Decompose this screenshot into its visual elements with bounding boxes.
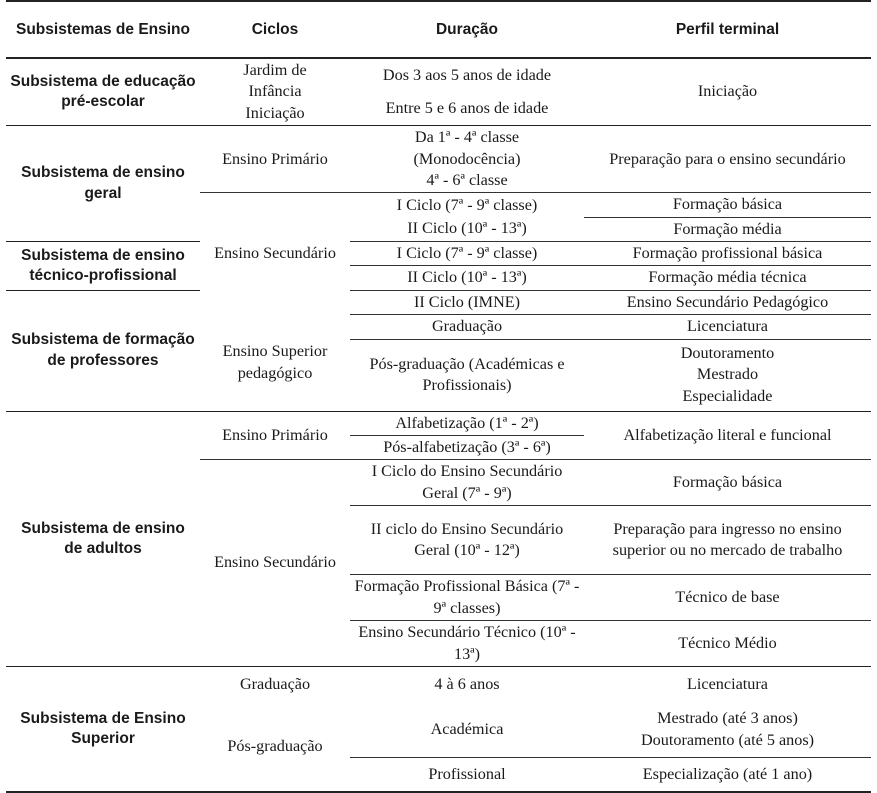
- header-profile: Perfil terminal: [584, 1, 871, 58]
- profile-adultos-fp: Técnico de base: [584, 575, 871, 621]
- duration-superior-academica: Académica: [430, 720, 504, 739]
- duration-alfabetizacao: Alfabetização (1ª - 2ª): [350, 411, 584, 435]
- table-row: [6, 290, 871, 314]
- table-row: [6, 126, 871, 193]
- profile-adultos-ciclo1: Formação básica: [584, 460, 871, 506]
- education-system-table-container: [6, 0, 871, 783]
- duration-superior-graduacao: 4 à 6 anos: [350, 667, 584, 703]
- duration-pos-alfabetizacao: Pós-alfabetização (3ª - 6ª): [350, 435, 584, 459]
- cycle-superior-pedagogico: Ensino Superior pedagógico: [222, 342, 328, 382]
- profile-imne: Ensino Secundário Pedagógico: [584, 290, 871, 314]
- cycle-geral-primario: Ensino Primário: [200, 126, 350, 193]
- table-row: [6, 411, 871, 435]
- profile-adultos-est: Técnico Médio: [584, 621, 871, 667]
- profile-academica-line1: Mestrado (até 3 anos): [657, 709, 798, 728]
- header-row: [6, 1, 871, 58]
- subsystem-preescolar: Subsistema de educação pré-escolar: [10, 72, 196, 111]
- profile-adultos-ciclo2: Preparação para ingresso no ensino superior ou no mercado de trabalho: [584, 506, 871, 575]
- duration-geral-ciclo1: I Ciclo (7ª - 9ª classe): [350, 193, 584, 217]
- profile-tecnico-ciclo2: Formação média técnica: [584, 266, 871, 290]
- duration-tecnico-ciclo2: II Ciclo (10ª - 13ª): [350, 266, 584, 290]
- duration-adultos-est: Ensino Secundário Técnico (10ª - 13ª): [350, 621, 584, 667]
- duration-tecnico-ciclo1: I Ciclo (7ª - 9ª classe): [350, 242, 584, 266]
- table-row: [6, 58, 871, 92]
- profile-geral-primario: Preparação para o ensino secundário: [584, 126, 871, 193]
- table-row: [6, 242, 871, 266]
- duration-adultos-fp: Formação Profissional Básica (7ª - 9ª classes): [350, 575, 584, 621]
- profile-superior-profissional: Especialização (até 1 ano): [584, 758, 871, 792]
- profile-posgrad-line1: Doutoramento: [680, 343, 775, 362]
- education-system-table: [6, 0, 871, 793]
- cycle-jardim-infancia: [200, 58, 350, 126]
- duration-posgrad-pedagogico: Pós-graduação (Académicas e Profissionais): [350, 339, 584, 411]
- cycle-adultos-primario: Ensino Primário: [200, 411, 350, 460]
- cycle-superior-posgrad: Pós-graduação: [200, 703, 350, 792]
- subsystem-professores: Subsistema de formação de professores: [6, 290, 200, 411]
- profile-tecnico-ciclo1: Formação profissional básica: [584, 242, 871, 266]
- subsystem-superior: Subsistema de Ensino Superior: [6, 667, 200, 792]
- duration-geral-primario: [350, 126, 584, 193]
- duration-preescolar-2: Entre 5 e 6 anos de idade: [385, 99, 549, 118]
- profile-superior-graduacao: Licenciatura: [584, 667, 871, 703]
- duration-graduacao-pedagogico: Graduação: [350, 315, 584, 339]
- subsystem-tecnico: Subsistema de ensino técnico-profissional: [6, 242, 200, 291]
- duration-adultos-ciclo1: I Ciclo do Ensino Secundário Geral (7ª - 9ª): [350, 460, 584, 506]
- profile-academica-line2: Doutoramento (até 5 anos): [640, 730, 815, 749]
- duration-geral-primario-line2: (Monodocência): [413, 149, 521, 168]
- header-cycles: Ciclos: [200, 1, 350, 58]
- profile-graduacao-pedagogico: Licenciatura: [584, 315, 871, 339]
- profile-geral-ciclo2: Formação média: [584, 217, 871, 241]
- header-subsystems: Subsistemas de Ensino: [6, 1, 200, 58]
- cycle-secundario: Ensino Secundário: [200, 193, 350, 315]
- subsystem-adultos: Subsistema de ensino de adultos: [6, 411, 200, 667]
- profile-posgrad-pedagogico: [584, 339, 871, 411]
- table-row: [6, 667, 871, 703]
- header-duration: Duração: [350, 1, 584, 58]
- duration-imne: II Ciclo (IMNE): [350, 290, 584, 314]
- cycle-jardim-line2: Infância: [248, 82, 302, 101]
- profile-alfabetizacao: Alfabetização literal e funcional: [584, 411, 871, 460]
- cycle-jardim-line3: Iniciação: [245, 103, 305, 122]
- profile-geral-ciclo1: Formação básica: [584, 193, 871, 217]
- duration-geral-ciclo2: II Ciclo (10ª - 13ª): [407, 219, 527, 238]
- cycle-adultos-secundario: Ensino Secundário: [200, 460, 350, 667]
- profile-posgrad-line2: Mestrado: [696, 365, 759, 384]
- duration-geral-primario-line3: 4ª - 6ª classe: [426, 170, 508, 189]
- duration-superior-profissional: Profissional: [350, 758, 584, 792]
- duration-preescolar-1: Dos 3 aos 5 anos de idade: [382, 65, 552, 84]
- profile-superior-academica: [584, 703, 871, 758]
- duration-adultos-ciclo2: II ciclo do Ensino Secundário Geral (10ª - 12ª): [350, 506, 584, 575]
- subsystem-geral: Subsistema de ensino geral: [6, 126, 200, 242]
- profile-posgrad-line3: Especialidade: [682, 386, 773, 405]
- duration-geral-primario-line1: Da 1ª - 4ª classe: [414, 128, 520, 147]
- profile-preescolar: Iniciação: [697, 82, 758, 101]
- cycle-jardim-line1: Jardim de: [243, 61, 307, 79]
- cycle-superior-graduacao: Graduação: [200, 667, 350, 703]
